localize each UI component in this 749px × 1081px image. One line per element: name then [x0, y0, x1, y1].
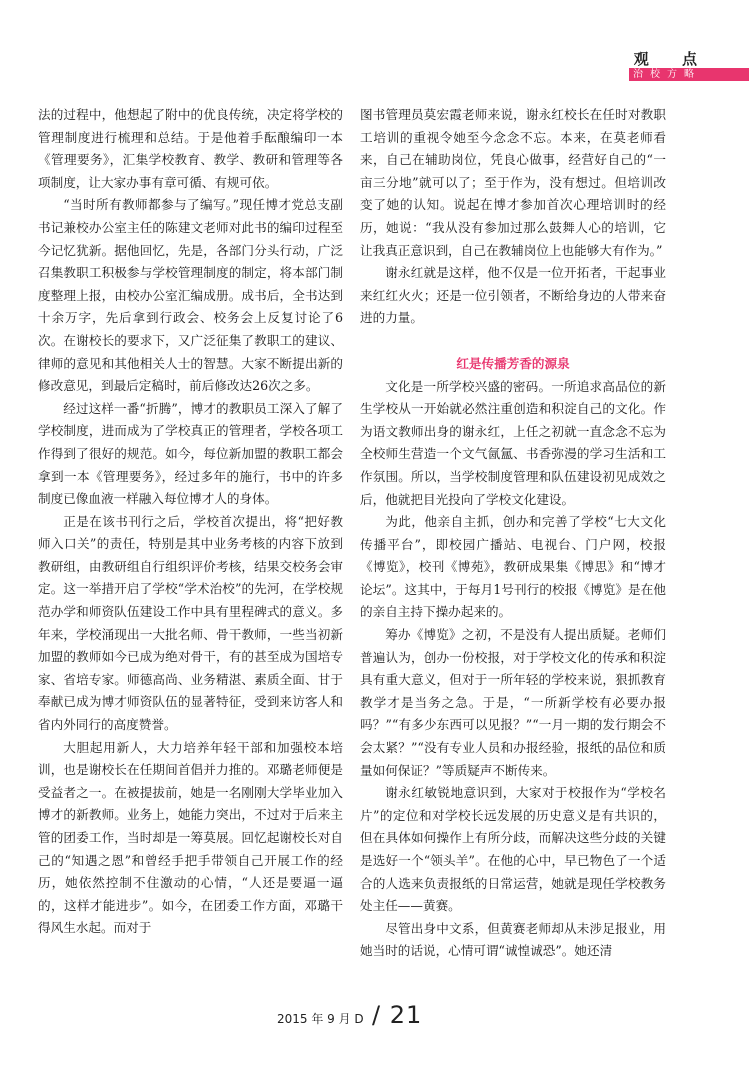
paragraph: “当时所有教师都参与了编写。”现任博才党总支副书记兼校办公室主任的陈建文老师对此书的编印过程至今记忆犹新。据他回忆，先是，各部门分头行动，广泛召集教职工积极参与学校管理制度的制定，将本部门制度整理上报，由校办公室汇编成册。成书后，全书达到十余万字，先后拿到行政会、校务会上反复讨论了6次。在谢校长的要求下，又广泛征集了教职工的建议、律师的意见和其他相关人士的智慧。大家不断提出新的修改意见，到最后定稿时，前后修改达26次之多。: [38, 197, 343, 394]
page-header: [609, 48, 749, 84]
paragraph: 谢永红就是这样，他不仅是一位开拓者，干起事业来红红火火；还是一位引领者，不断给身边的人带来奋进的力量。: [360, 265, 666, 326]
right-column: [360, 104, 666, 963]
paragraph: 大胆起用新人，大力培养年轻干部和加强校本培训，也是谢校长在任期间首倡并力推的。邓璐老师便是受益者之一。在被提拔前，她是一名刚刚大学毕业加入博才的新教师。业务上，她能力突出，不过对于后来主管的团委工作，当时却是一筹莫展。回忆起谢校长对自己的“知遇之恩”和曾经手把手带领自己开展工作的经历，她依然控制不住激动的心情，“人还是要逼一逼的，这样才能进步”。如今，在团委工作方面，邓璐干得风生水起。而对于: [38, 739, 343, 936]
section-title: 观 点: [633, 50, 711, 68]
page-number: / 21: [372, 1001, 423, 1029]
issue-date: 2015 年 9 月 D: [277, 1012, 364, 1026]
paragraph: 法的过程中，他想起了附中的优良传统，决定将学校的管理制度进行梳理和总结。于是他着手酝酿编印一本《管理要务》，汇集学校教育、教学、教研和管理等各项制度，让大家办事有章可循、有规可依。: [38, 107, 343, 190]
paragraph: 正是在该书刊行之后，学校首次提出，将“把好教师入口关”的责任，特别是其中业务考核的内容下放到教研组，由教研组自行组织评价考核，结果交校务会审定。这一举措开启了学校“学术治校”的先河，在学校规范办学和师资队伍建设工作中具有里程碑式的意义。多年来，学校涌现出一大批名师、骨干教师，一些当初新加盟的教师如今已成为绝对骨干，有的甚至成为国培专家、省培专家。师德高尚、业务精湛、素质全面、甘于奉献已成为博才师资队伍的显著特征，受到来访客人和省内外同行的高度赞誉。: [38, 513, 343, 733]
paragraph: 图书管理员莫宏霞老师来说，谢永红校长在任时对教职工培训的重视令她至今念念不忘。本来，在莫老师看来，自己在辅助岗位，凭良心做事，经营好自己的“一亩三分地”就可以了；至于作为，没有想过。但培训改变了她的认知。说起在博才参加首次心理培训时的经历，她说：“我从没有参加过那么鼓舞人心的培训，它让我真正意识到，自己在教辅岗位上也能够大有作为。”: [360, 107, 666, 258]
paragraph: 谢永红敏锐地意识到，大家对于校报作为“学校名片”的定位和对学校长远发展的历史意义是有共识的，但在具体如何操作上有所分歧，而解决这些分歧的关键是选好一个“领头羊”。在他的心中，早已物色了一个适合的人选来负责报纸的日常运营，她就是现任学校教务处主任——黄赛。: [360, 785, 666, 914]
paragraph: 文化是一所学校兴盛的密码。一所追求高品位的新生学校从一开始就必然注重创造和积淀自己的文化。作为语文教师出身的谢永红，上任之初就一直念念不忘为全校师生营造一个文气氤氲、书香弥漫的学习生活和工作氛围。所以，当学校制度管理和队伍建设初见成效之后，他就把目光投向了学校文化建设。: [360, 378, 666, 507]
right-column-bottom: [360, 376, 666, 963]
paragraph: 经过这样一番“折腾”，博才的教职员工深入了解了学校制度，进而成为了学校真正的管理者，学校各项工作得到了很好的规范。如今，每位新加盟的教职工都会拿到一本《管理要务》，经过多年的施行，书中的许多制度已像血液一样融入每位博才人的身体。: [38, 400, 343, 507]
left-column: [38, 104, 343, 940]
right-column-top: [360, 104, 666, 330]
paragraph: 为此，他亲自主抓，创办和完善了学校“七大文化传播平台”，即校园广播站、电视台、门户网，校报《博览》，校刊《博苑》，教研成果集《博思》和“博才论坛”。这其中，于每月1号刊行的校报《博览》是在他的亲自主持下操办起来的。: [360, 514, 666, 620]
paragraph: 尽管出身中文系，但黄赛老师却从未涉足报业，用她当时的话说，心情可谓“诚惶诚恐”。她还清: [360, 920, 666, 959]
paragraph: 筹办《博览》之初，不是没有人提出质疑。老师们普遍认为，创办一份校报，对于学校文化的传承和积淀具有重大意义，但对于一所年轻的学校来说，狠抓教育教学才是当务之急。于是，“一所新学校有必要办报吗？”“有多少东西可以见报？”“一月一期的发行期会不会太紧？”“没有专业人员和办报经验，报纸的品位和质量如何保证？”等质疑声不断传来。: [360, 627, 666, 778]
section-heading: 红是传播芳香的源泉: [456, 355, 570, 371]
subsection-bar: 治校方略: [629, 68, 749, 81]
